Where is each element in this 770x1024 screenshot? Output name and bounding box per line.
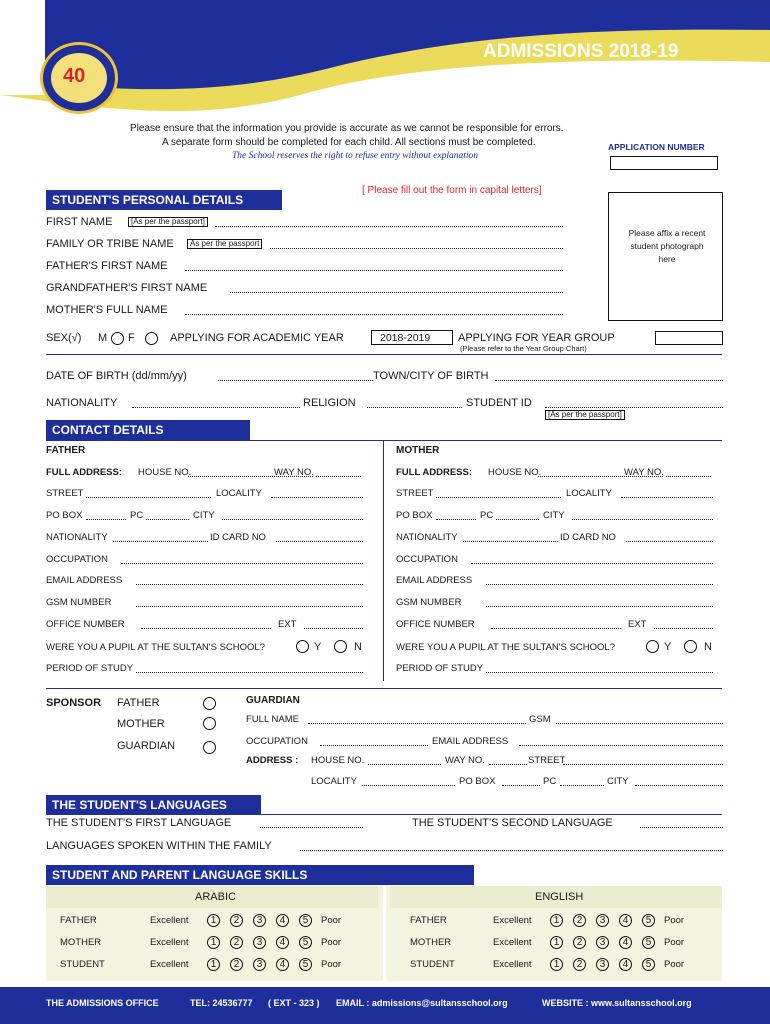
app-number-field[interactable] (610, 156, 718, 170)
father-pobox-field[interactable] (86, 519, 126, 520)
capital-note: [ Please fill out the form in capital letters] (362, 185, 542, 196)
family-name-label: FAMILY OR TRIBE NAME (46, 238, 174, 250)
mother-pupil-y-radio[interactable] (646, 640, 659, 653)
guardian-email-field[interactable] (519, 745, 723, 746)
father-period-field[interactable] (136, 672, 363, 673)
mother-gsm-label: GSM NUMBER (396, 597, 462, 608)
english-rating-2-radio[interactable]: 2 (573, 914, 586, 927)
mother-email-label: EMAIL ADDRESS (396, 575, 473, 586)
guardian-gsm-label: GSM (529, 714, 551, 725)
town-field[interactable] (495, 380, 723, 381)
arabic-row-label: MOTHER (60, 937, 102, 948)
footer-tel: TEL: 24536777 (190, 998, 253, 1008)
mother-city-field[interactable] (572, 519, 713, 520)
guardian-name-label: FULL NAME (246, 714, 299, 725)
mother-occupation-label: OCCUPATION (396, 554, 458, 565)
student-id-field[interactable] (545, 407, 723, 408)
english-excellent-label: Excellent (493, 959, 532, 970)
arabic-rating-3-radio[interactable]: 3 (253, 914, 266, 927)
father-occupation-field[interactable] (121, 563, 363, 564)
mother-pupil-n-radio[interactable] (684, 640, 697, 653)
father-office-label: OFFICE NUMBER (46, 619, 125, 630)
father-pobox-label: PO BOX (46, 510, 83, 521)
mother-way-label: WAY NO. (624, 467, 664, 478)
mother-full-field[interactable] (185, 314, 563, 315)
english-rating-1-radio[interactable]: 1 (550, 914, 563, 927)
father-idcard-label: ID CARD NO (210, 532, 266, 543)
sex-f-radio[interactable] (145, 332, 158, 345)
arabic-rating-2-radio[interactable]: 2 (230, 914, 243, 927)
english-row-label: MOTHER (410, 937, 452, 948)
nationality-field[interactable] (132, 407, 300, 408)
mother-pc-label: PC (480, 510, 494, 521)
father-ext-field[interactable] (304, 628, 363, 629)
arabic-rating-4-radio[interactable]: 4 (276, 958, 289, 971)
sex-m-radio[interactable] (111, 332, 124, 345)
arabic-rating-3-radio[interactable]: 3 (253, 936, 266, 949)
second-language-field[interactable] (640, 827, 723, 828)
grandfather-first-field[interactable] (230, 292, 563, 293)
sponsor-mother-radio[interactable] (203, 717, 216, 730)
english-excellent-label: Excellent (493, 937, 532, 948)
grandfather-first-label: GRANDFATHER'S FIRST NAME (46, 282, 208, 294)
english-excellent-label: Excellent (493, 915, 532, 926)
first-language-field[interactable] (260, 827, 363, 828)
mother-city-label: CITY (543, 510, 565, 521)
arabic-excellent-label: Excellent (150, 959, 189, 970)
section-languages: THE STUDENT'S LANGUAGES (46, 795, 261, 815)
guardian-occupation-field[interactable] (320, 745, 428, 746)
page-title: ADMISSIONS 2018-19 (483, 41, 679, 62)
father-house-label: HOUSE NO. (138, 467, 192, 478)
footer-ext: ( EXT - 323 ) (268, 998, 320, 1008)
english-rating-4-radio[interactable]: 4 (619, 958, 632, 971)
mother-pobox-label: PO BOX (396, 510, 433, 521)
english-poor-label: Poor (664, 915, 685, 926)
english-poor-label: Poor (664, 937, 685, 948)
father-locality-label: LOCALITY (216, 488, 262, 499)
arabic-rating-2-radio[interactable]: 2 (230, 936, 243, 949)
photo-box[interactable] (608, 192, 723, 321)
english-poor-label: Poor (664, 959, 685, 970)
arabic-heading: ARABIC (195, 891, 236, 903)
father-street-field[interactable] (86, 497, 211, 498)
guardian-pobox-field[interactable] (502, 785, 540, 786)
mother-pupil-q: WERE YOU A PUPIL AT THE SULTAN'S SCHOOL? (396, 642, 615, 653)
year-group-label: APPLYING FOR YEAR GROUP (458, 332, 615, 344)
guardian-city-field[interactable] (635, 785, 723, 786)
footer-website: WEBSITE : www.sultansschool.org (542, 998, 692, 1008)
father-office-field[interactable] (141, 628, 271, 629)
sex-f-label: F (128, 332, 135, 344)
guardian-way-label: WAY NO. (445, 755, 485, 766)
spoken-languages-label: LANGUAGES SPOKEN WITHIN THE FAMILY (46, 840, 272, 852)
father-way-field[interactable] (316, 476, 361, 477)
mother-heading: MOTHER (396, 445, 440, 456)
sponsor-father-radio[interactable] (203, 697, 216, 710)
father-pupil-y-label: Y (314, 641, 322, 653)
mother-ext-field[interactable] (654, 628, 713, 629)
arabic-row-label: STUDENT (60, 959, 105, 970)
religion-field[interactable] (367, 407, 462, 408)
english-rating-5-radio[interactable]: 5 (642, 936, 655, 949)
father-way-label: WAY NO. (274, 467, 314, 478)
father-period-label: PERIOD OF STUDY (46, 663, 134, 674)
arabic-rating-1-radio[interactable]: 1 (207, 936, 220, 949)
arabic-poor-label: Poor (321, 937, 342, 948)
arabic-rating-2-radio[interactable]: 2 (230, 958, 243, 971)
father-gsm-field[interactable] (136, 606, 363, 607)
mother-pupil-n-label: N (704, 641, 712, 653)
academic-year-value: 2018-2019 (371, 330, 453, 345)
guardian-city-label: CITY (607, 776, 629, 787)
english-rating-3-radio[interactable]: 3 (596, 958, 609, 971)
mother-street-field[interactable] (436, 497, 561, 498)
dob-label: DATE OF BIRTH (dd/mm/yy) (46, 370, 187, 382)
intro-line-3: The School reserves the right to refuse entry without explanation (232, 151, 478, 161)
father-city-label: CITY (193, 510, 215, 521)
arabic-rating-5-radio[interactable]: 5 (299, 914, 312, 927)
mother-address-label: FULL ADDRESS: (396, 467, 472, 478)
sponsor-guardian-label: GUARDIAN (117, 740, 176, 752)
english-rating-3-radio[interactable]: 3 (596, 914, 609, 927)
father-first-label: FATHER'S FIRST NAME (46, 260, 168, 272)
arabic-rating-4-radio[interactable]: 4 (276, 914, 289, 927)
sex-label: SEX(√) (46, 332, 82, 344)
mother-ext-label: EXT (628, 619, 647, 630)
mother-house-label: HOUSE NO. (488, 467, 542, 478)
guardian-address-label: ADDRESS : (246, 755, 299, 766)
mother-office-field[interactable] (491, 628, 621, 629)
academic-year-label: APPLYING FOR ACADEMIC YEAR (170, 332, 344, 344)
father-pc-label: PC (130, 510, 144, 521)
guardian-pc-label: PC (543, 776, 557, 787)
father-pupil-y-radio[interactable] (296, 640, 309, 653)
first-name-label: FIRST NAME (46, 216, 113, 228)
intro-line-2: A separate form should be completed for each child. All sections must be completed. (162, 137, 536, 148)
mother-nationality-field[interactable] (463, 541, 558, 542)
arabic-rating-4-radio[interactable]: 4 (276, 936, 289, 949)
guardian-email-label: EMAIL ADDRESS (432, 736, 509, 747)
mother-email-field[interactable] (486, 584, 713, 585)
section-skills: STUDENT AND PARENT LANGUAGE SKILLS (46, 865, 474, 885)
school-logo (40, 42, 118, 114)
family-name-field[interactable] (270, 248, 563, 249)
father-occupation-label: OCCUPATION (46, 554, 108, 565)
father-gsm-label: GSM NUMBER (46, 597, 112, 608)
mother-period-label: PERIOD OF STUDY (396, 663, 484, 674)
father-email-label: EMAIL ADDRESS (46, 575, 123, 586)
header-banner (0, 0, 770, 125)
father-pupil-n-label: N (354, 641, 362, 653)
sponsor-guardian-radio[interactable] (203, 741, 216, 754)
sponsor-father-label: FATHER (117, 697, 160, 709)
arabic-rating-1-radio[interactable]: 1 (207, 914, 220, 927)
logo-badge: 40 (63, 65, 86, 87)
father-ext-label: EXT (278, 619, 297, 630)
mother-street-label: STREET (396, 488, 434, 499)
father-pupil-q: WERE YOU A PUPIL AT THE SULTAN'S SCHOOL? (46, 642, 265, 653)
father-email-field[interactable] (136, 584, 363, 585)
arabic-row-label: FATHER (60, 915, 97, 926)
english-rating-3-radio[interactable]: 3 (596, 936, 609, 949)
mother-gsm-field[interactable] (486, 606, 713, 607)
guardian-pc-field[interactable] (560, 785, 604, 786)
second-language-label: THE STUDENT'S SECOND LANGUAGE (412, 817, 613, 829)
father-street-label: STREET (46, 488, 84, 499)
guardian-pobox-label: PO BOX (459, 776, 496, 787)
arabic-rating-5-radio[interactable]: 5 (299, 958, 312, 971)
father-pc-field[interactable] (146, 519, 189, 520)
nationality-label: NATIONALITY (46, 397, 118, 409)
english-rating-4-radio[interactable]: 4 (619, 914, 632, 927)
first-name-field[interactable] (215, 226, 563, 227)
english-heading: ENGLISH (535, 891, 584, 903)
arabic-poor-label: Poor (321, 959, 342, 970)
arabic-rating-3-radio[interactable]: 3 (253, 958, 266, 971)
english-rating-1-radio[interactable]: 1 (550, 936, 563, 949)
photo-text: Please affix a recent student photograph here (628, 228, 706, 264)
app-number-label: APPLICATION NUMBER (608, 142, 705, 152)
mother-idcard-label: ID CARD NO (560, 532, 616, 543)
first-name-note: [As per the passport] (128, 217, 208, 227)
intro-line-1: Please ensure that the information you provide is accurate as we cannot be responsible for errors. (130, 123, 564, 134)
arabic-rating-5-radio[interactable]: 5 (299, 936, 312, 949)
father-first-field[interactable] (185, 270, 563, 271)
father-address-label: FULL ADDRESS: (46, 467, 122, 478)
family-name-note: As per the passport (187, 239, 262, 249)
english-rating-5-radio[interactable]: 5 (642, 914, 655, 927)
first-language-label: THE STUDENT'S FIRST LANGUAGE (46, 817, 232, 829)
mother-pobox-field[interactable] (436, 519, 476, 520)
father-locality-field[interactable] (271, 497, 363, 498)
mother-office-label: OFFICE NUMBER (396, 619, 475, 630)
spoken-languages-field[interactable] (300, 850, 723, 851)
section-personal: STUDENT'S PERSONAL DETAILS (46, 190, 282, 210)
father-city-field[interactable] (222, 519, 363, 520)
mother-way-field[interactable] (666, 476, 711, 477)
town-label: TOWN/CITY OF BIRTH (373, 370, 489, 382)
sex-m-label: M (98, 332, 108, 344)
english-rating-2-radio[interactable]: 2 (573, 936, 586, 949)
english-rating-2-radio[interactable]: 2 (573, 958, 586, 971)
student-id-note: [As per the passport] (545, 410, 625, 420)
guardian-house-field[interactable] (368, 764, 441, 765)
guardian-occupation-label: OCCUPATION (246, 736, 308, 747)
dob-field[interactable] (218, 380, 373, 381)
father-pupil-n-radio[interactable] (334, 640, 347, 653)
arabic-poor-label: Poor (321, 915, 342, 926)
english-row-label: FATHER (410, 915, 447, 926)
guardian-way-field[interactable] (489, 764, 527, 765)
section-contact: CONTACT DETAILS (46, 420, 250, 440)
guardian-street-label: STREET (528, 755, 566, 766)
year-group-note: (Please refer to the Year Group Chart) (460, 344, 587, 353)
guardian-street-field[interactable] (563, 764, 723, 765)
father-nationality-field[interactable] (113, 541, 208, 542)
mother-locality-label: LOCALITY (566, 488, 612, 499)
mother-period-field[interactable] (486, 672, 713, 673)
english-rating-5-radio[interactable]: 5 (642, 958, 655, 971)
english-rating-4-radio[interactable]: 4 (619, 936, 632, 949)
mother-pc-field[interactable] (496, 519, 539, 520)
guardian-heading: GUARDIAN (246, 695, 300, 706)
sponsor-mother-label: MOTHER (117, 718, 165, 730)
english-row-label: STUDENT (410, 959, 455, 970)
footer-email: EMAIL : admissions@sultansschool.org (336, 998, 508, 1008)
guardian-locality-label: LOCALITY (311, 776, 357, 787)
father-idcard-field[interactable] (276, 541, 363, 542)
year-group-field[interactable] (655, 331, 723, 345)
arabic-excellent-label: Excellent (150, 915, 189, 926)
mother-occupation-field[interactable] (471, 563, 713, 564)
father-nationality-label: NATIONALITY (46, 532, 108, 543)
footer-office: THE ADMISSIONS OFFICE (46, 998, 159, 1008)
mother-full-label: MOTHER'S FULL NAME (46, 304, 168, 316)
mother-idcard-field[interactable] (626, 541, 713, 542)
father-heading: FATHER (46, 445, 86, 456)
guardian-house-label: HOUSE NO. (311, 755, 365, 766)
guardian-gsm-field[interactable] (556, 723, 723, 724)
mother-nationality-label: NATIONALITY (396, 532, 458, 543)
sponsor-label: SPONSOR (46, 697, 102, 709)
student-id-label: STUDENT ID (466, 397, 532, 409)
mother-pupil-y-label: Y (664, 641, 672, 653)
arabic-excellent-label: Excellent (150, 937, 189, 948)
religion-label: RELIGION (303, 397, 356, 409)
mother-locality-field[interactable] (621, 497, 713, 498)
guardian-name-field[interactable] (308, 723, 526, 724)
guardian-locality-field[interactable] (362, 785, 455, 786)
arabic-rating-1-radio[interactable]: 1 (207, 958, 220, 971)
english-rating-1-radio[interactable]: 1 (550, 958, 563, 971)
